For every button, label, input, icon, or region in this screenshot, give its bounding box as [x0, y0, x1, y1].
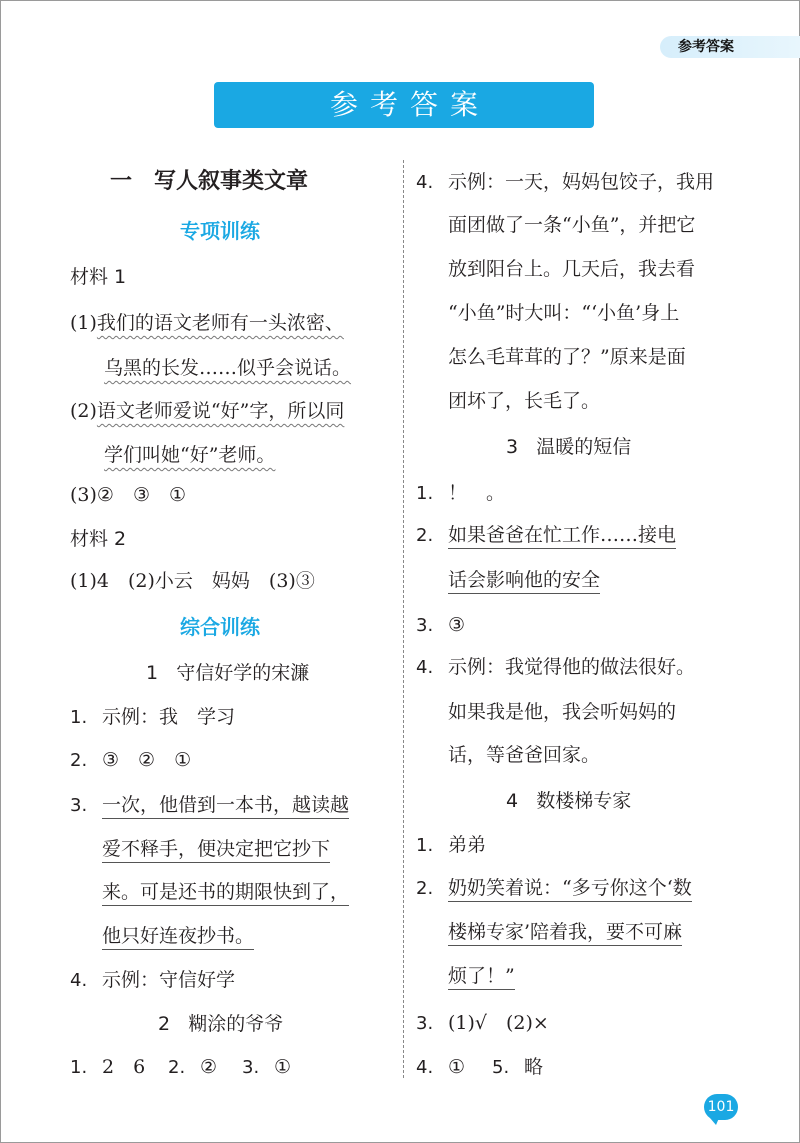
article-2-heading: [158, 1009, 283, 1039]
a4-q1-number: 1.: [416, 835, 434, 856]
a3-q1-number: 1.: [416, 483, 434, 504]
article-1-number: 1: [146, 662, 159, 684]
a1-q3-text-c: 来。可是还书的期限快到了，: [102, 881, 349, 906]
m1-q3: (3)② ③ ①: [70, 484, 187, 506]
a4-q5-text: 略: [524, 1056, 544, 1078]
a1-q3-text-a: 一次，他借到一本书，越读越: [102, 794, 349, 819]
a1-q3-line4: [102, 921, 254, 951]
a3-q4-number: 4.: [416, 657, 434, 678]
a3-q4-line3: 话，等爸爸回家。: [448, 744, 601, 766]
a1-q4: [70, 965, 235, 996]
a2-q2-text: ②: [200, 1056, 218, 1078]
a4-q2-number: 2.: [416, 878, 434, 899]
a1-q3-text-d: 他只好连夜抄书。: [102, 925, 254, 950]
page-number-badge: 101: [704, 1094, 738, 1120]
a1-q2-text: ③ ② ①: [102, 749, 192, 771]
article-3-heading: [506, 432, 631, 462]
q4-line3: 放到阳台上。几天后，我去看: [448, 258, 696, 280]
a3-q2-line1: [416, 520, 676, 551]
a3-q4-line2: 如果我是他，我会听妈妈的: [448, 701, 677, 723]
q4-line4: “小鱼”时大叫：“‘小鱼’身上: [448, 302, 680, 324]
a3-q2-number: 2.: [416, 525, 434, 546]
a1-q4-number: 4.: [70, 970, 88, 991]
a3-q3-text: ③: [448, 614, 466, 636]
m1-q1-line1: [70, 308, 344, 338]
a4-q2-line2: [448, 917, 682, 947]
m1-q1-text-a: 我们的语文老师有一头浓密、: [96, 312, 344, 334]
m1-q1-number: (1): [70, 312, 97, 334]
article-4-title: 数楼梯专家: [536, 790, 632, 812]
a1-q3-number: 3.: [70, 795, 88, 816]
material-1-heading: 材料 1: [70, 266, 127, 288]
a2-q2-number: 2.: [168, 1057, 186, 1078]
a4-q2-text-b: 楼梯专家’陪着我，要不可麻: [448, 921, 682, 946]
a4-q2-line1: [416, 873, 692, 904]
a3-q3-number: 3.: [416, 615, 434, 636]
a3-q1: [416, 478, 505, 509]
a3-q4-text-a: 示例：我觉得他的做法很好。: [448, 656, 696, 678]
a1-q3-line1: [70, 790, 349, 821]
column-divider: [403, 160, 404, 1078]
a4-q4-number: 4.: [416, 1057, 434, 1078]
a4-q5-number: 5.: [492, 1057, 510, 1078]
a4-q4-q5: [416, 1052, 543, 1083]
header-tab: 参考答案: [660, 36, 800, 58]
a1-q3-line2: [102, 834, 330, 864]
a4-q2-text-a: 奶奶笑着说：“多亏你这个‘数: [448, 877, 692, 902]
m1-q2-line2: [104, 440, 275, 470]
a4-q4-text: ①: [448, 1056, 466, 1078]
m1-q2-number: (2): [70, 400, 97, 422]
a2-q1-text: 2 6: [102, 1056, 146, 1078]
m2-answers: (1)4 (2)小云 妈妈 (3)③: [70, 570, 315, 592]
m1-q2-line1: [70, 396, 344, 426]
a1-q2: [70, 745, 191, 776]
m1-q2-text-a: 语文老师爱说“好”字，所以同: [96, 400, 345, 422]
q4-line6: 团坏了，长毛了。: [448, 390, 601, 412]
a1-q3-text-b: 爱不释手，便决定把它抄下: [102, 838, 330, 863]
a2-q3-text: ①: [274, 1056, 292, 1078]
m1-q2-text-b: 学们叫她“好”老师。: [104, 444, 276, 466]
a4-q2-text-c: 烦了！”: [448, 965, 515, 990]
a3-q3: [416, 610, 465, 641]
a1-q3-line3: [102, 877, 349, 907]
article-4-heading: [506, 786, 631, 816]
a3-q2-text-a: 如果爸爸在忙工作……接电: [448, 524, 676, 549]
article-3-title: 温暖的短信: [536, 436, 632, 458]
page-title: 参考答案: [214, 82, 594, 128]
a4-q1: [416, 830, 486, 861]
article-1-heading: [146, 658, 309, 688]
a3-q2-text-b: 话会影响他的安全: [448, 569, 600, 594]
a2-answers: [70, 1052, 291, 1083]
article-3-number: 3: [506, 436, 519, 458]
a4-q2-line3: [448, 961, 515, 991]
q4-line5: 怎么毛茸茸的了？”原来是面: [448, 346, 686, 368]
a1-q1-number: 1.: [70, 707, 88, 728]
comprehensive-training-heading: 综合训练: [180, 615, 260, 639]
a4-q3-text: (1)√ (2)×: [448, 1012, 549, 1034]
q4-text-a: 示例：一天，妈妈包饺子，我用: [448, 171, 715, 193]
a4-q3-number: 3.: [416, 1013, 434, 1034]
a2-q1-number: 1.: [70, 1057, 88, 1078]
a4-q3: [416, 1008, 549, 1039]
m1-q1-text-b: 乌黑的长发……似乎会说话。: [104, 357, 352, 379]
article-2-title: 糊涂的爷爷: [188, 1013, 284, 1035]
a1-q1: [70, 702, 235, 733]
article-4-number: 4: [506, 790, 519, 812]
a1-q2-number: 2.: [70, 750, 88, 771]
article-1-title: 守信好学的宋濂: [176, 662, 310, 684]
q4-number: 4.: [416, 172, 434, 193]
a1-q4-text: 示例：守信好学: [102, 969, 236, 991]
a3-q4-line1: [416, 652, 695, 683]
q4-line1: [416, 167, 714, 198]
special-training-heading: 专项训练: [180, 219, 260, 243]
a1-q1-text: 示例：我 学习: [102, 706, 236, 728]
a3-q2-line2: [448, 565, 600, 595]
a2-q3-number: 3.: [242, 1057, 260, 1078]
material-2-heading: 材料 2: [70, 528, 127, 550]
m1-q1-line2: [104, 353, 351, 383]
q4-line2: 面团做了一条“小鱼”，并把它: [448, 214, 696, 236]
a4-q1-text: 弟弟: [448, 834, 487, 856]
section-title: 一 写人叙事类文章: [110, 169, 309, 194]
article-2-number: 2: [158, 1013, 171, 1035]
a3-q1-text: ！ 。: [448, 482, 506, 504]
